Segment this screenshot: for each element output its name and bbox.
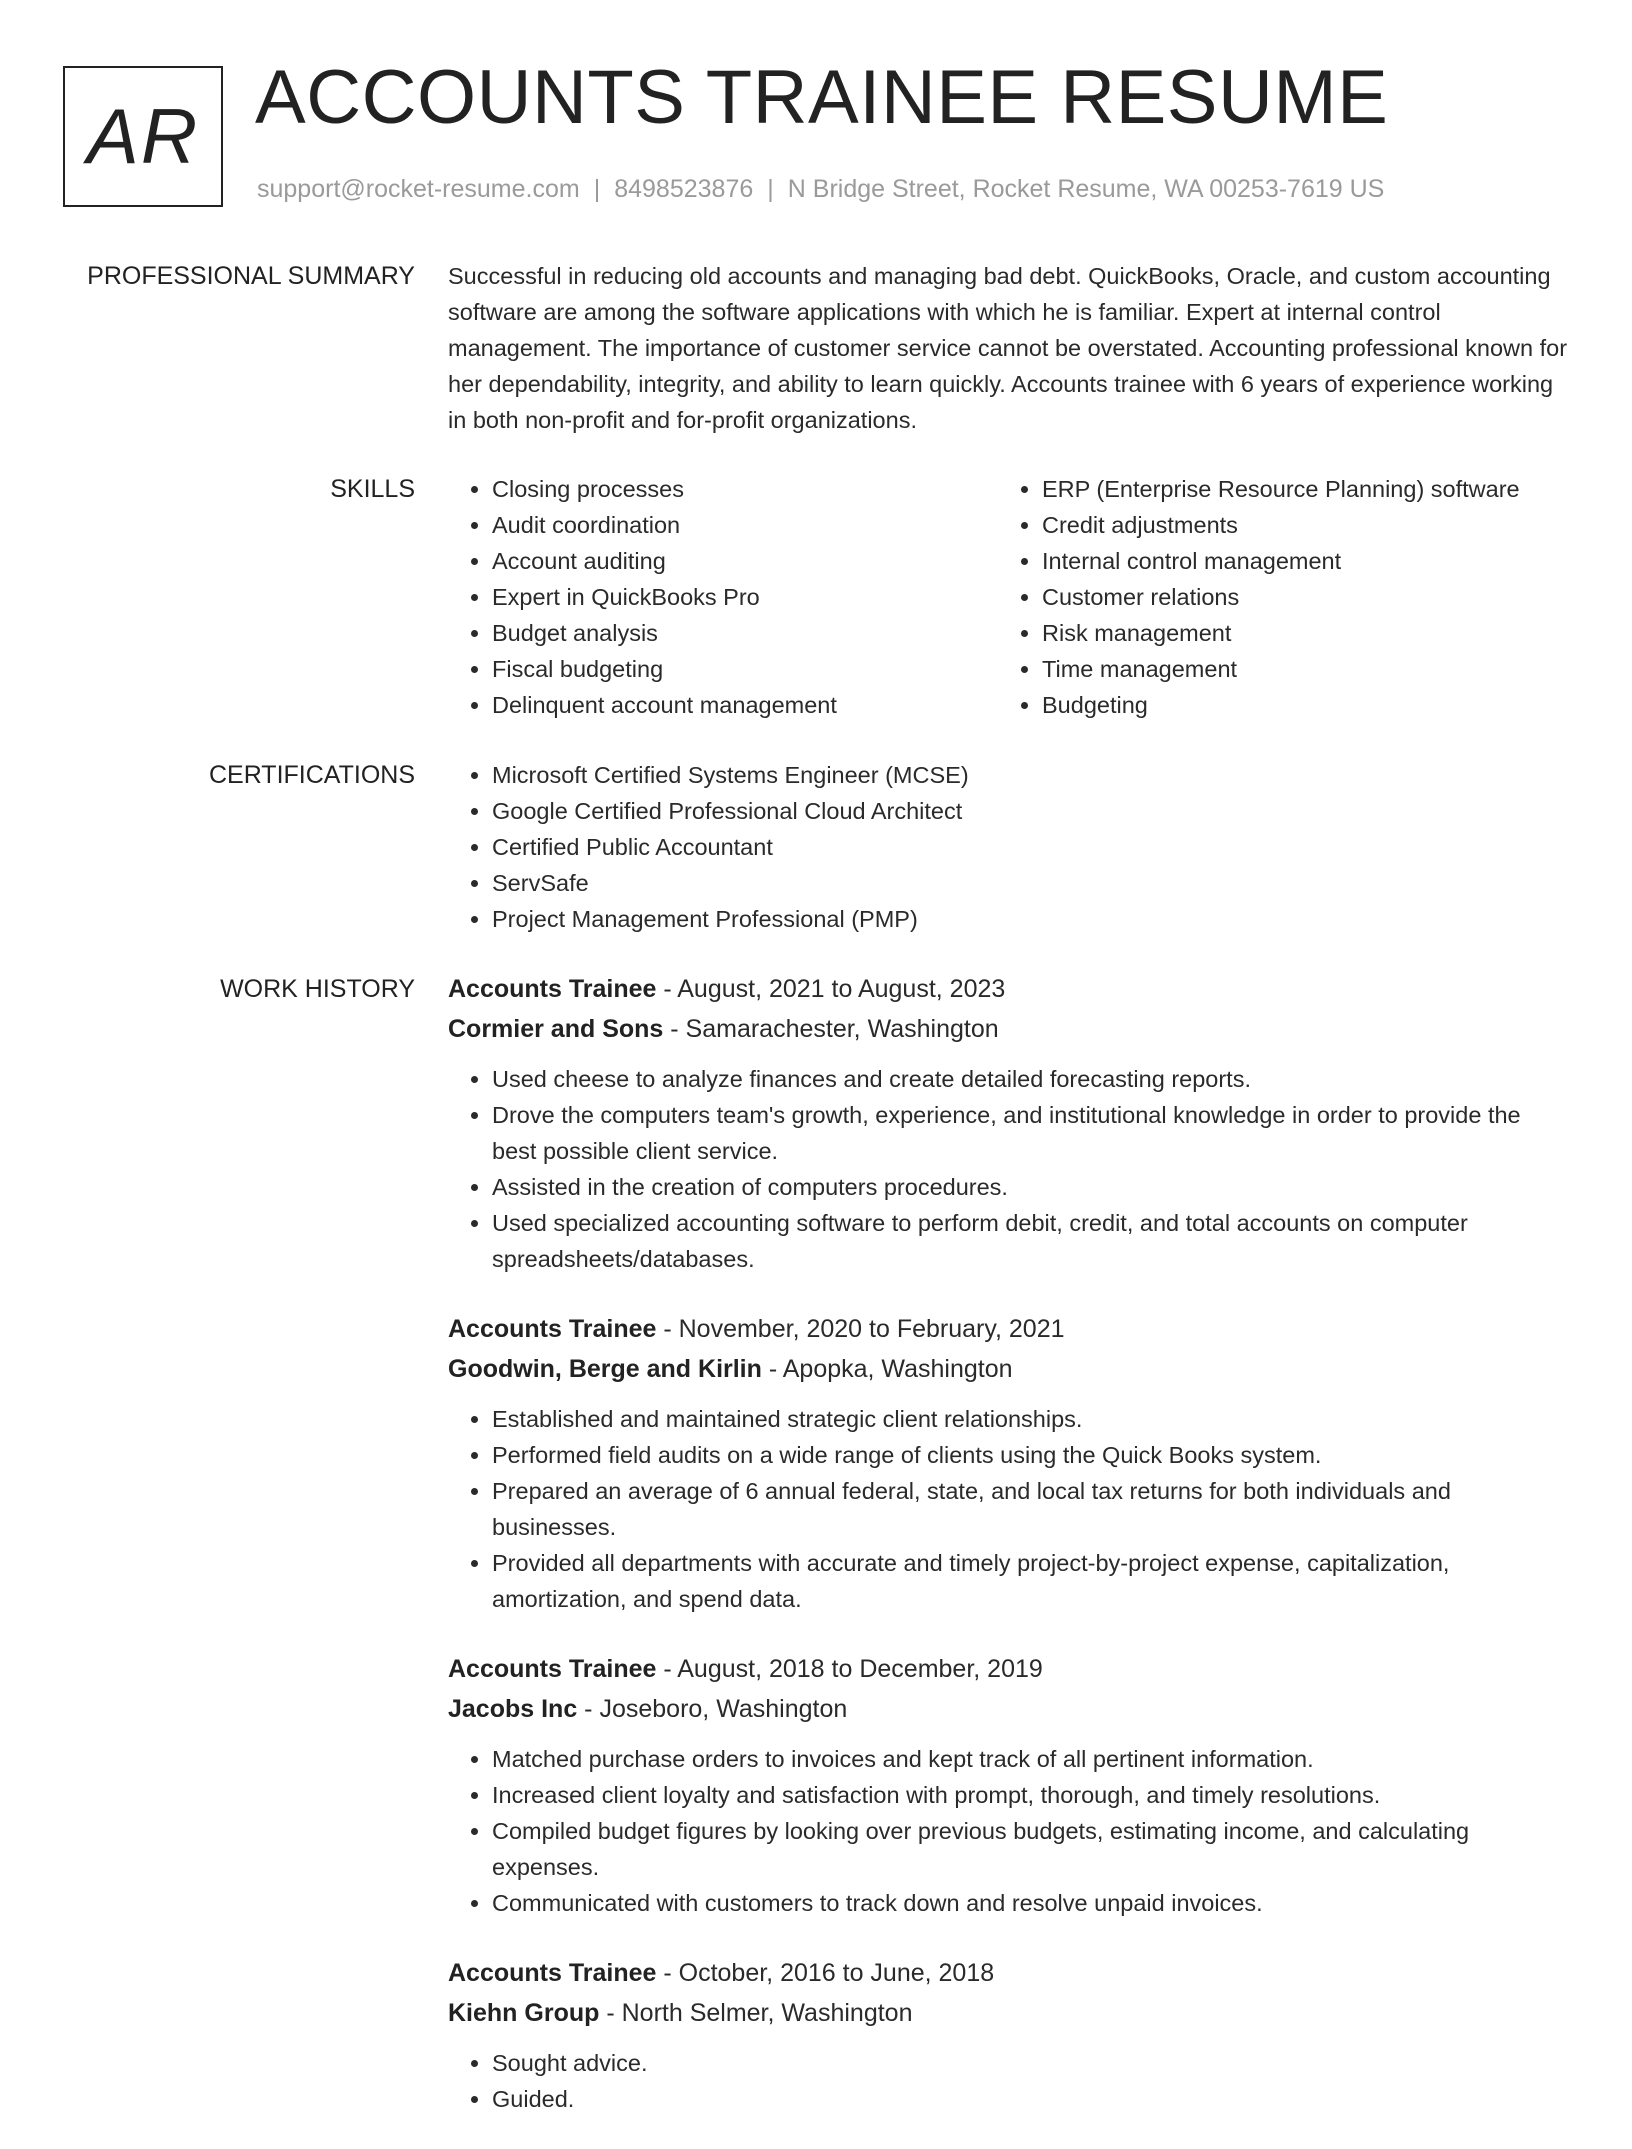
job-bullets: [448, 1401, 1568, 1617]
skill-item: • Risk management: [1042, 615, 1548, 651]
job-bullet: • Performed field audits on a wide range of clients using the Quick Books system.: [492, 1437, 1568, 1473]
contact-line: [257, 175, 1384, 204]
job-bullet: • Drove the computers team's growth, experience, and institutional knowledge in order to provide the best possible client service.: [492, 1097, 1568, 1169]
job-location: Apopka, Washington: [782, 1355, 1013, 1383]
certification-item: • ServSafe: [492, 865, 1568, 901]
job-company: Cormier and Sons: [448, 1015, 664, 1043]
certification-item: • Google Certified Professional Cloud Architect: [492, 793, 1568, 829]
job-title: Accounts Trainee: [448, 975, 657, 1003]
skill-item: • ERP (Enterprise Resource Planning) software: [1042, 471, 1548, 507]
monogram-logo: [63, 66, 223, 207]
job-dash: -: [656, 975, 678, 1003]
job-company-line: [448, 1009, 1568, 1049]
job-bullet: • Assisted in the creation of computers procedures.: [492, 1169, 1568, 1205]
job-company-line: [448, 1349, 1568, 1389]
skills-columns: [448, 471, 1568, 723]
job-bullet: • Used specialized accounting software to perform debit, credit, and total accounts on computer spreadsheets/databases.: [492, 1205, 1568, 1277]
job-location: Joseboro, Washington: [599, 1695, 848, 1723]
skill-item: • Audit coordination: [492, 507, 998, 543]
job-entry: [448, 1953, 1568, 2117]
job-dates: August, 2021 to August, 2023: [677, 975, 1006, 1003]
job-bullet: • Provided all departments with accurate and timely project-by-project expense, capitalization, amortization, and spend data.: [492, 1545, 1568, 1617]
job-entry: [448, 969, 1568, 1277]
job-entry: [448, 1649, 1568, 1921]
job-company: Goodwin, Berge and Kirlin: [448, 1355, 762, 1383]
job-title-line: [448, 969, 1568, 1009]
work-history-body: [448, 969, 1568, 2149]
contact-phone[interactable]: 8498523876: [614, 175, 754, 203]
job-bullet: • Guided.: [492, 2081, 1568, 2117]
skill-item: • Budgeting: [1042, 687, 1548, 723]
resume-title: ACCOUNTS TRAINEE RESUME: [255, 55, 1389, 140]
job-title: Accounts Trainee: [448, 1655, 657, 1683]
job-dash: -: [656, 1315, 679, 1343]
job-dash: -: [663, 1015, 686, 1043]
contact-address: N Bridge Street, Rocket Resume, WA 00253-7619 US: [787, 175, 1385, 203]
summary-label: PROFESSIONAL SUMMARY: [87, 262, 415, 290]
job-bullets: [448, 1741, 1568, 1921]
certifications-body: [448, 757, 1568, 937]
job-entry: [448, 1309, 1568, 1617]
job-location: North Selmer, Washington: [621, 1999, 913, 2027]
contact-separator: |: [767, 175, 774, 203]
job-dash: -: [599, 1999, 622, 2027]
job-dates: October, 2016 to June, 2018: [678, 1959, 995, 1987]
certifications-list: [448, 757, 1568, 937]
skill-item: • Budget analysis: [492, 615, 998, 651]
contact-email[interactable]: support@rocket-resume.com: [257, 175, 580, 203]
job-title: Accounts Trainee: [448, 1959, 657, 1987]
skill-item: • Closing processes: [492, 471, 998, 507]
job-bullet: • Used cheese to analyze finances and create detailed forecasting reports.: [492, 1061, 1568, 1097]
monogram-initials: AR: [86, 92, 200, 180]
skills-list-left: [448, 471, 998, 723]
skill-item: • Time management: [1042, 651, 1548, 687]
skill-item: • Credit adjustments: [1042, 507, 1548, 543]
job-dash: -: [761, 1355, 783, 1383]
certification-item: • Certified Public Accountant: [492, 829, 1568, 865]
job-bullet: • Compiled budget figures by looking over previous budgets, estimating income, and calculating expenses.: [492, 1813, 1568, 1885]
job-bullet: • Increased client loyalty and satisfaction with prompt, thorough, and timely resolutions.: [492, 1777, 1568, 1813]
job-bullet: • Communicated with customers to track down and resolve unpaid invoices.: [492, 1885, 1568, 1921]
job-dates: November, 2020 to February, 2021: [678, 1315, 1065, 1343]
job-title-line: [448, 1649, 1568, 1689]
job-dates: August, 2018 to December, 2019: [677, 1655, 1043, 1683]
job-location: Samarachester, Washington: [685, 1015, 999, 1043]
job-bullets: [448, 2045, 1568, 2117]
job-bullet: • Matched purchase orders to invoices and kept track of all pertinent information.: [492, 1741, 1568, 1777]
skill-item: • Customer relations: [1042, 579, 1548, 615]
contact-separator: |: [593, 175, 601, 203]
summary-text: Successful in reducing old accounts and managing bad debt. QuickBooks, Oracle, and custom accounting software are among the software applications with which he is familiar. Expert at internal control management. The importance of customer service cannot be overstated. Accounting professional known for her dependability, integrity, and ability to learn quickly. Accounts trainee with 6 years of experience working in both non-profit and for-profit organizations.: [448, 263, 1568, 433]
skills-list-right: [998, 471, 1548, 723]
skills-body: [448, 471, 1568, 723]
job-company-line: [448, 1993, 1568, 2033]
skill-item: • Fiscal budgeting: [492, 651, 998, 687]
job-company-line: [448, 1689, 1568, 1729]
skill-item: • Delinquent account management: [492, 687, 998, 723]
job-bullet: • Sought advice.: [492, 2045, 1568, 2081]
certifications-label: CERTIFICATIONS: [208, 761, 415, 789]
skill-item: • Expert in QuickBooks Pro: [492, 579, 998, 615]
job-title: Accounts Trainee: [448, 1315, 657, 1343]
job-title-line: [448, 1309, 1568, 1349]
skills-label: SKILLS: [330, 475, 415, 503]
work-history-label: WORK HISTORY: [220, 975, 415, 1003]
job-dash: -: [577, 1695, 600, 1723]
skill-item: • Account auditing: [492, 543, 998, 579]
job-bullet: • Prepared an average of 6 annual federal, state, and local tax returns for both individuals and businesses.: [492, 1473, 1568, 1545]
job-bullet: • Established and maintained strategic client relationships.: [492, 1401, 1568, 1437]
job-dash: -: [656, 1655, 678, 1683]
job-title-line: [448, 1953, 1568, 1993]
certification-item: • Project Management Professional (PMP): [492, 901, 1568, 937]
certification-item: • Microsoft Certified Systems Engineer (MCSE): [492, 757, 1568, 793]
skill-item: • Internal control management: [1042, 543, 1548, 579]
job-bullets: [448, 1061, 1568, 1277]
job-company: Jacobs Inc: [448, 1695, 578, 1723]
job-company: Kiehn Group: [448, 1999, 600, 2027]
job-dash: -: [656, 1959, 679, 1987]
